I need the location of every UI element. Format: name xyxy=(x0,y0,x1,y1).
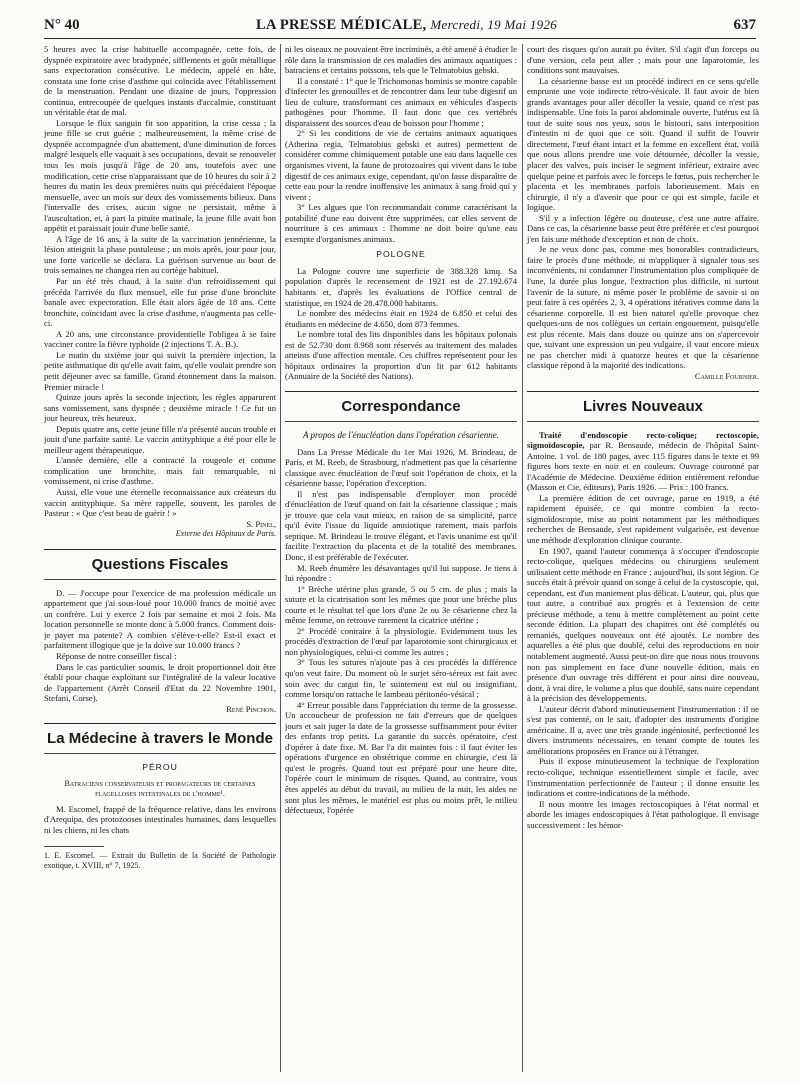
section-heading-questions-fiscales: Questions Fiscales xyxy=(91,555,229,573)
header-rule xyxy=(44,38,756,39)
paragraph: En 1907, quand l'auteur commença à s'occuper d'endoscopie recto-colique, quelques médecins ou chirurgiens seulement utilisaient cette méthode en France ; aujourd'hui, ils sont légion. Ce succès était à prévoir quand on songe à celui de la cystoscopie, qui, cependant, est d'un maniement plus délicat. L'auteur, qui, plus que tout autre, a contribué aux progrès et à l'extension de cette précieuse méthode, a tenu à mettre complètement au point cette seconde édition. La plupart des chapitres ont été complétés ou remaniés, quelques nouveaux ont été ajoutés. Le nombre des aquarelles a été plus que doublé, celui des reproductions en noir notablement augmenté. Aussi peut-on dire que nous nous trouvons non pas simplement en face d'une nouvelle édition, mais en présence d'un ouvrage très différent et pour ainsi dire nouveau, dont, à vrai dire, le volume a plus que doublé, sans nuire cependant à la précision des développements. xyxy=(527,545,759,704)
paragraph: A 20 ans, une circonstance providentielle l'obligea à se faire vacciner contre la fièvre typhoïde (2 injections T. A. B.). xyxy=(44,328,276,350)
author-signature: René Pinchon. xyxy=(226,703,276,714)
section-heading-livres-nouveaux: Livres Nouveaux xyxy=(582,397,704,415)
paragraph: L'auteur décrit d'abord minutieusement l'instrumentation : il ne s'est pas contenté, on le sait, d'adopter des instruments d'origine américaine. Il a, avec une très grande ingéniosité, perfectionné les divers instruments nécessaires, en tenant compte de toutes les améliorations proposées en France ou à l'étranger. xyxy=(527,703,759,756)
running-header xyxy=(44,14,756,34)
paragraph: Aussi, elle voue une éternelle reconnaissance aux créateurs du vaccin antityphique. Sa mère rappelle, souvent, les paroles de Pasteur : « Que c'est beau de guérir ! » xyxy=(44,486,276,519)
country-heading: POLOGNE xyxy=(376,249,426,260)
section-rule xyxy=(285,421,517,422)
author-signature: Camille Fournier. xyxy=(694,370,759,381)
paragraph: 1° Brèche utérine plus grande, 5 ou 5 cm. de plus ; mais la suture et la cicatrisation sont les mêmes que pour une brèche plus courte et le résultat tel que lors d'une 2e ou 3e césarienne chez la même femme, on retrouve rarement la cicatrice utérine ; xyxy=(285,583,517,626)
journal-title: LA PRESSE MÉDICALE, Mercredi, 19 Mai 1926 xyxy=(256,17,558,33)
paragraph: Il a constaté : 1° que le Trichomonas hominis se montre capable d'infecter les grenouilles et de rencontrer dans leur tube digestif un lieu de culture, transformant ces animaux en véhicules d'aspects pathogènes pour l'homme. Il faut donc que ces vertébrés disparaissent des sources d'eau de boisson pour l'homme ; xyxy=(285,75,517,128)
paragraph: La Pologne couvre une superficie de 388.328 kmq. Sa population d'après le recensement de 1921 est de 27.192.674 habitants et, d'après les évaluations de l'Office central de statistique, en 1924 de 28.478.000 habitants. xyxy=(285,265,517,308)
section-rule xyxy=(44,753,276,754)
section-heading-medecine-monde: La Médecine à travers le Monde xyxy=(47,730,273,748)
country-heading: PÉROU xyxy=(142,762,178,773)
column-2 xyxy=(285,44,517,1074)
paragraph: ni les oiseaux ne pouvaient être incriminés, a été amené à étudier le rôle dans la transmission de ces maladies des animaux aquatiques : batraciens et certains poissons, tels que le Telmatobius gebski. xyxy=(285,44,517,76)
issue-number: N° 40 xyxy=(44,17,80,33)
paragraph: 2° Procédé contraire à la physiologie. Evidemment tous les procédés d'extraction de l'œuf par laparotomie sont chirurgicaux et non physiologiques, celui-ci comme les autres ; xyxy=(285,625,517,657)
section-heading-correspondance: Correspondance xyxy=(341,397,461,415)
paragraph: Il nous montre les images rectoscopiques à l'état normal et aborde les images endoscopiques à l'état pathologique. Il envisage successivement : les hémor- xyxy=(527,798,759,830)
paragraph: Lorsque le flux sanguin fit son apparition, la crise cessa ; la jeune fille se crut guérie ; malheureusement, la même crise de dyspnée accompagnée d'un abattement, d'une diminution de forces malgré lesquels elle vaquait à ses occupations, devait se renouveler tous les mois jusqu'à l'âge de 20 ans, toutefois avec une modification, cette crise n'apparaissant que de 10 heures du soir à 2 heures du matin les deux premières nuits qui précédaient l'époque mensuelle, avec un mois sur deux des vomissements bilieux. Dans l'intervalle des crises, aucun signe ne persistait, même à l'auscultation, et, à part la pituite matinale, la jeune fille avait bon appétit et paraissait jouir d'une belle santé. xyxy=(44,117,276,234)
section-rule xyxy=(285,391,517,392)
paragraph: L'année dernière, elle a contracté la rougeole et comme complication une bronchite, mais fait remarquable, ni vomissement, ni crise d'asthme. xyxy=(44,455,276,487)
page-number: 637 xyxy=(733,17,756,33)
section-rule xyxy=(44,549,276,550)
section-rule xyxy=(527,391,759,392)
footnote-rule xyxy=(44,846,104,847)
paragraph: 5 heures avec la crise habituelle accompagnée, cette fois, de dyspnée expiratoire avec bradypnée, sifflements et goût métallique sans expectoration consécutive. Le médecin, appelé en hâte, constata une forte crise d'asthme qui coïncida avec l'établissement de la menstruation. Pendant une dizaine de jours, l'oppression continua, entrecoupée de quelques instants d'accalmie, constituant un véritable état de mal. xyxy=(44,44,276,118)
paragraph: Je ne veux donc pas, comme mes honorables contradicteurs, faire le procès d'une méthode, ni m'appliquer à signaler tous ses inconvénients, ni condamner l'instrumentation plus compliquée de l'une, la durée plus longue, l'extraction plus difficile, ni surtout l'avenir de la suture, ni même poser le problème de savoir si on peut faire à ces opérées 2, 3, 4 opérations itératives comme dans la césarienne corporelle. Il est bien naturel qu'elle provoque chez quelques-uns de nos collègues un certain engouement, puisqu'elle est plus récente. Mais dans douze ou quinze ans on s'apercevoir que, suivant une expression un peu vulgaire, il vaut encore mieux ne pas chercher midi à quatorze heures et que la césarienne classique répond à la majorité des indications. xyxy=(527,244,759,371)
paragraph: Par un été très chaud, à la suite d'un refroidissement qui précéda l'arrivée du flux mensuel, elle fut prise d'une bronchite banale avec expectoration. Elle était alors âgée de 18 ans. Cette bronchite, coïncidant avec la crise d'asthme, n'augmenta pas celle-ci. xyxy=(44,276,276,329)
paragraph: D. — J'occupe pour l'exercice de ma profession médicale un appartement que j'ai sous-loué pour 10.000 francs de moitié avec un confrère. Lui y exerce 2 fois par semaine et moi 2 fois. Ma location personnelle se monte donc à 5.000 francs. Comment dois-je payer ma patente? A combien s'élève-t-elle? Est-il exact et parfaitement illogique que je la doive sur 10.000 francs ? xyxy=(44,587,276,651)
paragraph: Dans le cas particulier soumis, le droit proportionnel doit être établi pour chaque exploitant sur l'intégralité de la valeur locative de l'appartement (Arrêt Conseil d'Etat du 22 Novembre 1901, Stefani, Corse). xyxy=(44,661,276,704)
article-title: Batraciens conservateurs et propagateurs de certaines flagelloses intestinales de l'homme¹. xyxy=(64,778,256,799)
paragraph: Le nombre total des lits disponibles dans les hôpitaux polonais est de 52.730 dont 8.968 sont réservés au traitement des malades atteints d'une affection mentale. Ces chiffres représentent pour les hôpitaux ordinaires la proportion d'un lit par 612 habitants (Annuaire de la Société des Nations). xyxy=(285,329,517,382)
paragraph: Le nombre des médecins était en 1924 de 6.850 et celui des étudiants en médecine de 4.650, dont 873 femmes. xyxy=(285,308,517,329)
paragraph: Quinze jours après la seconde injection, les règles apparurent sans vomissement, sans dyspnée ; deuxième miracle ! Ce fut un jour heureux, très heureux. xyxy=(44,392,276,424)
paragraph: Dans La Presse Médicale du 1er Mai 1926, M. Brindeau, de Paris, et M. Reeb, de Strasbourg, n'admettent pas que la césarienne classique avec énucléation de l'œuf soit l'opération de choix, et la césarienne basse, l'opération d'exception. xyxy=(285,446,517,489)
paragraph: La première édition de cet ouvrage, parue en 1919, a été rapidement épuisée, ce qui montre combien la recto-sigmoïdoscopie, mise au point notamment par les méthodiques recherches de Bensaude, s'est rapidement vulgarisée, est devenue une méthode d'exploration clinique courante. xyxy=(527,492,759,545)
paragraph: Le matin du sixième jour qui suivit la première injection, la petite asthmatique dit qu'elle avait faim, qu'elle voulait prendre son petit déjeuner avec sa famille. Grand étonnement dans la maison. Premier miracle ! xyxy=(44,349,276,392)
paragraph: S'il y a infection légère ou douteuse, c'est une autre affaire. Dans ce cas, la césarienne basse peut être préférée et c'est pourquoi j'en fais une méthode d'exception et non de choix. xyxy=(527,212,759,244)
column-divider xyxy=(280,44,281,1072)
author-signature: S. Pinel, xyxy=(246,518,276,529)
column-3 xyxy=(527,44,759,1074)
book-reference xyxy=(527,430,759,493)
section-rule xyxy=(44,579,276,580)
paragraph: M. Escomel, frappé de la fréquence relative, dans les environs d'Arequipa, des protozooses intestinales humaines, dans lesquelles ni les chiens, ni les chats xyxy=(44,803,276,835)
article-subtitle: A propos de l'énucléation dans l'opération césarienne. xyxy=(302,429,500,440)
book-info: par R. Bensaude, médecin de l'hôpital Saint-Antoine. 1 vol. de 180 pages, avec 115 figures dans le texte et 99 figures hors texte en noir et en couleurs. Ouvrage couronné par l'Académie de Médecine. Deuxième édition entièrement refondue (Masson et Cie, éditeurs), Paris 1926. — Prix : 100 francs. xyxy=(527,440,759,493)
paragraph: 4° Erreur possible dans l'appréciation du terme de la grossesse. Un accoucheur de profession ne fait d'erreurs que de quelques jours et sait juger la date de la grossesse suffisamment pour éviter des enfants trop petits. La garantie du succès opératoire, c'est d'opérer à date fixe. M. Bar l'a dit maintes fois : il faut éviter les opérations d'urgence en obstétrique comme en chirurgie, c'est là qu'est le progrès. Quand tout est préparé pour une heure dite, l'opérée court le minimum de risques. Quand, au contraire, vous êtes appelés au début du travail, au milieu de la nuit, les aides ne sont plus les mêmes, le matériel est plus ou moins prêt, le milieu défectueux, l'opérée xyxy=(285,699,517,816)
column-1 xyxy=(44,44,276,1074)
paragraph: Il n'est pas indispensable d'employer mon procédé d'énucléation de l'œuf quand on fait la césarienne classique ; mais je trouve que cela vaut mieux, en raison de sa simplicité, parce qu'il évite l'issue du liquide amniotique rarement, mais parfois septique. M. Brindeau le trouve élégant, et l'avis unanime est qu'il facilite l'extraction du placenta et de la totalité des membranes. Donc, il est préférable de l'exécuter. xyxy=(285,488,517,562)
issue-date: Mercredi, 19 Mai 1926 xyxy=(430,17,558,32)
section-rule xyxy=(44,723,276,724)
paragraph: La césarienne basse est un procédé indirect en ce sens qu'elle emprunte une voie indirecte rétro-vésicale. Il faut avoir de bien grands avantages pour aller décoller la vessie, quand ce n'est pas indispensable. Une fois la paroi abdominale ouverte, l'utérus est là tout de suite sous nos yeux, sous le bistouri, sans interposition d'intestin ni de quoi que ce soit. Quand il suffit de l'ouvrir directement, l'œuf étant intact et la femme en excellent état, voilà que nous allons prendre une voie détournée, décoller la vessie, placer des valves, puis inciser le segment inférieur, extraire avec quelque peine et parfois avec le forceps le fœtus, puis rechercher le placenta et les membranes parfois laborieusement. Mais en chirurgie, il n'y a d'avenir que pour ce qui est simple, facile et logique. xyxy=(527,75,759,213)
paragraph: Depuis quatre ans, cette jeune fille n'a présenté aucun trouble et jouit d'une parfaite santé. Le vaccin antityphique a été pour elle le meilleur agent thérapeutique. xyxy=(44,423,276,455)
column-divider xyxy=(522,44,523,1072)
paragraph: 2° Si les conditions de vie de certains animaux aquatiques (Atherina regia, Telmatobius gebski et autres) permettent de considérer comme chimiquement potable une eau dans laquelle ces organismes vivent, la faune de protozoaires qui vivent dans le tube digestif de ces animaux exige, cependant, qu'on fasse disparaître de cette eau pour la rendre inoffensive les animaux à sang froid qui y vivent ; xyxy=(285,128,517,202)
paragraph: court des risques qu'on aurait pu éviter. S'il s'agit d'un forceps ou d'une version, cela peut aller ; mais pour une laparotomie, les conditions sont mauvaises. xyxy=(527,44,759,76)
book-title: Traité d'endoscopie recto-colique; rectoscopie, sigmoïdoscopie, xyxy=(527,429,759,451)
paragraph: 3° Les algues que l'on recommandait comme caractérisant la potabilité d'une eau doivent être supprimées, car elles servent de nourriture à ces animaux : l'homme ne doit boire qu'une eau exempte d'organismes animaux. xyxy=(285,202,517,244)
footnote: 1. E. Escomel. — Extrait du Bulletin de la Société de Pathologie exotique, t. XVIII, n° 7, 1925. xyxy=(44,850,276,870)
author-title: Externe des Hôpitaux de Paris. xyxy=(175,529,276,539)
paragraph: A l'âge de 16 ans, à la suite de la vaccination jennérienne, la lésion atteignit la phase pustuleuse ; un mois après, jour pour jour, une forte varicelle se déclara. La guérison survenue au bout de trois semaines ne changea rien au cortège habituel. xyxy=(44,233,276,276)
paragraph: Puis il expose minutieusement la technique de l'exploration recto-colique, technique essentiellement simple et facile, avec l'instrumentation perfectionnée de l'auteur ; il donne ensuite les indications et contre-indications de la méthode. xyxy=(527,756,759,799)
paragraph: Réponse de notre conseiller fiscal : xyxy=(56,650,177,661)
paragraph: M. Reeb énumère les désavantages qu'il lui suppose. Je tiens à lui répondre : xyxy=(285,562,517,584)
section-rule xyxy=(527,421,759,422)
paragraph: 3° Tous les sutures n'ajoute pas à ces procédés la différence qu'on veut faire. Du moment où le surjet séro-séreux est fait avec soin avec du catgut fin, le suintement est nul ou insignifiant, comme lorsqu'on rattache le lambeau péritonéo-vésical ; xyxy=(285,657,517,700)
